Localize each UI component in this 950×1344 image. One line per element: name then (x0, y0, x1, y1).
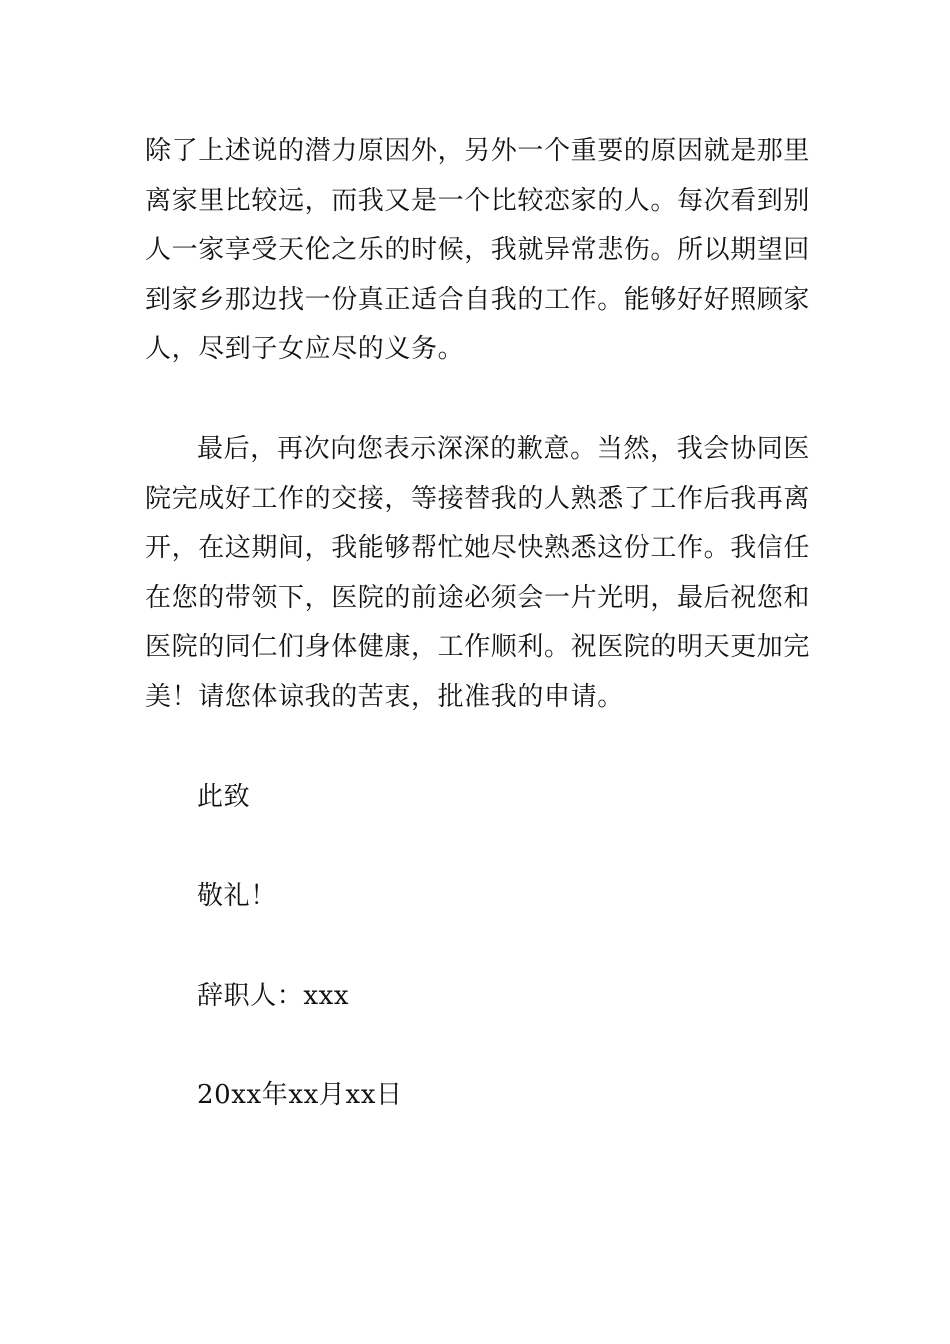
closing-regards: 敬礼！ (197, 881, 277, 911)
signature-line: 辞职人：xxx (197, 981, 350, 1011)
body-paragraph: 除了上述说的潜力原因外，另外一个重要的原因就是那里离家里比较远，而我又是一个比较恋家的人。每次看到别人一家享受天伦之乐的时候，我就异常悲伤。所以期望回到家乡那边找一份真正适合自我的工作。能够好好照顾家人，尽到子女应尽的义务。 (145, 136, 811, 364)
body-paragraph: 最后，再次向您表示深深的歉意。当然，我会协同医院完成好工作的交接，等接替我的人熟悉了工作后我再离开，在这期间，我能够帮忙她尽快熟悉这份工作。我信任在您的带领下，医院的前途必须会一片光明，最后祝您和医院的同仁们身体健康，工作顺利。祝医院的明天更加完美！请您体谅我的苦衷，批准我的申请。 (145, 434, 811, 712)
date-line: 20xx年xx月xx日 (197, 1080, 403, 1110)
closing-salutation: 此致 (197, 782, 251, 812)
